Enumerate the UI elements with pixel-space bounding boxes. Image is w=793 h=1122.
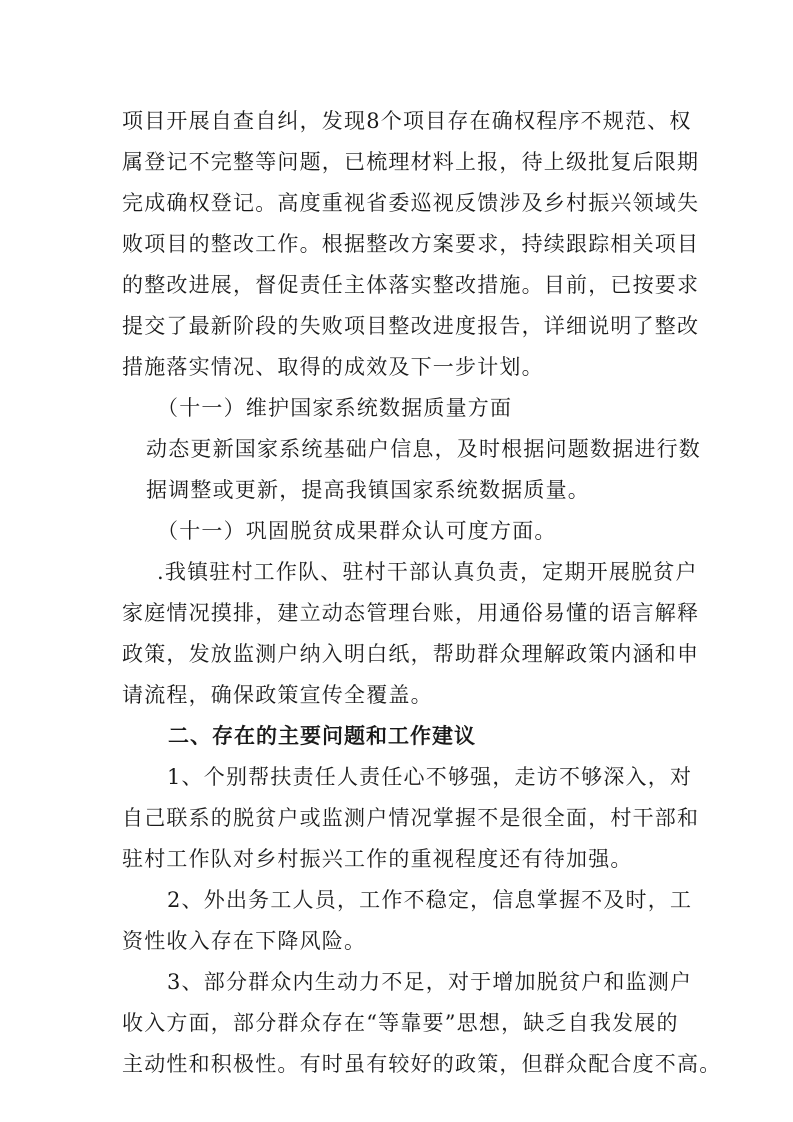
text-line: 驻村工作队对乡村振兴工作的重视程度还有待加强。 xyxy=(122,847,633,871)
text-line: 政策，发放监测户纳入明白纸，帮助群众理解政策内涵和申 xyxy=(122,642,700,666)
text-line: 资性收入存在下降风险。 xyxy=(122,929,367,953)
section-heading: （十一）巩固脱贫成果群众认可度方面。 xyxy=(157,519,557,543)
text-line: .我镇驻村工作队、驻村干部认真负责，定期开展脱贫户 xyxy=(157,560,698,584)
text-line: 属登记不完整等问题，已梳理材料上报，待上级批复后限期 xyxy=(122,150,700,174)
text-line: 收入方面，部分群众存在“等靠要”思想，缺乏自我发展的 xyxy=(122,1011,679,1035)
text-line: 的整改进展，督促责任主体落实整改措施。目前，已按要求 xyxy=(122,273,700,297)
section-heading: （十一）维护国家系统数据质量方面 xyxy=(157,396,513,420)
text-line: 主动性和积极性。有时虽有较好的政策，但群众配合度不高。 xyxy=(122,1052,722,1076)
text-line: 完成确权登记。高度重视省委巡视反馈涉及乡村振兴领域失 xyxy=(122,191,700,215)
text-line: 2、外出务工人员，工作不稳定，信息掌握不及时，工 xyxy=(167,888,693,912)
text-line: 项目开展自查自纠，发现8个项目存在确权程序不规范、权 xyxy=(122,109,692,133)
text-line: 据调整或更新，提高我镇国家系统数据质量。 xyxy=(146,478,590,502)
text-line: 措施落实情况、取得的成效及下一步计划。 xyxy=(122,355,544,379)
text-line: 请流程，确保政策宣传全覆盖。 xyxy=(122,683,433,707)
text-line: 败项目的整改工作。根据整改方案要求，持续跟踪相关项目 xyxy=(122,232,700,256)
text-line: 动态更新国家系统基础户信息，及时根据问题数据进行数 xyxy=(146,437,701,461)
text-line: 自己联系的脱贫户或监测户情况掌握不是很全面，村干部和 xyxy=(122,806,700,830)
text-line: 家庭情况摸排，建立动态管理台账，用通俗易懂的语言解释 xyxy=(122,601,700,625)
text-line: 3、部分群众内生动力不足，对于增加脱贫户和监测户 xyxy=(167,970,693,994)
chapter-heading: 二、存在的主要问题和工作建议 xyxy=(168,724,476,748)
text-line: 1、个别帮扶责任人责任心不够强，走访不够深入，对 xyxy=(167,765,693,789)
text-line: 提交了最新阶段的失败项目整改进度报告，详细说明了整改 xyxy=(122,314,700,338)
